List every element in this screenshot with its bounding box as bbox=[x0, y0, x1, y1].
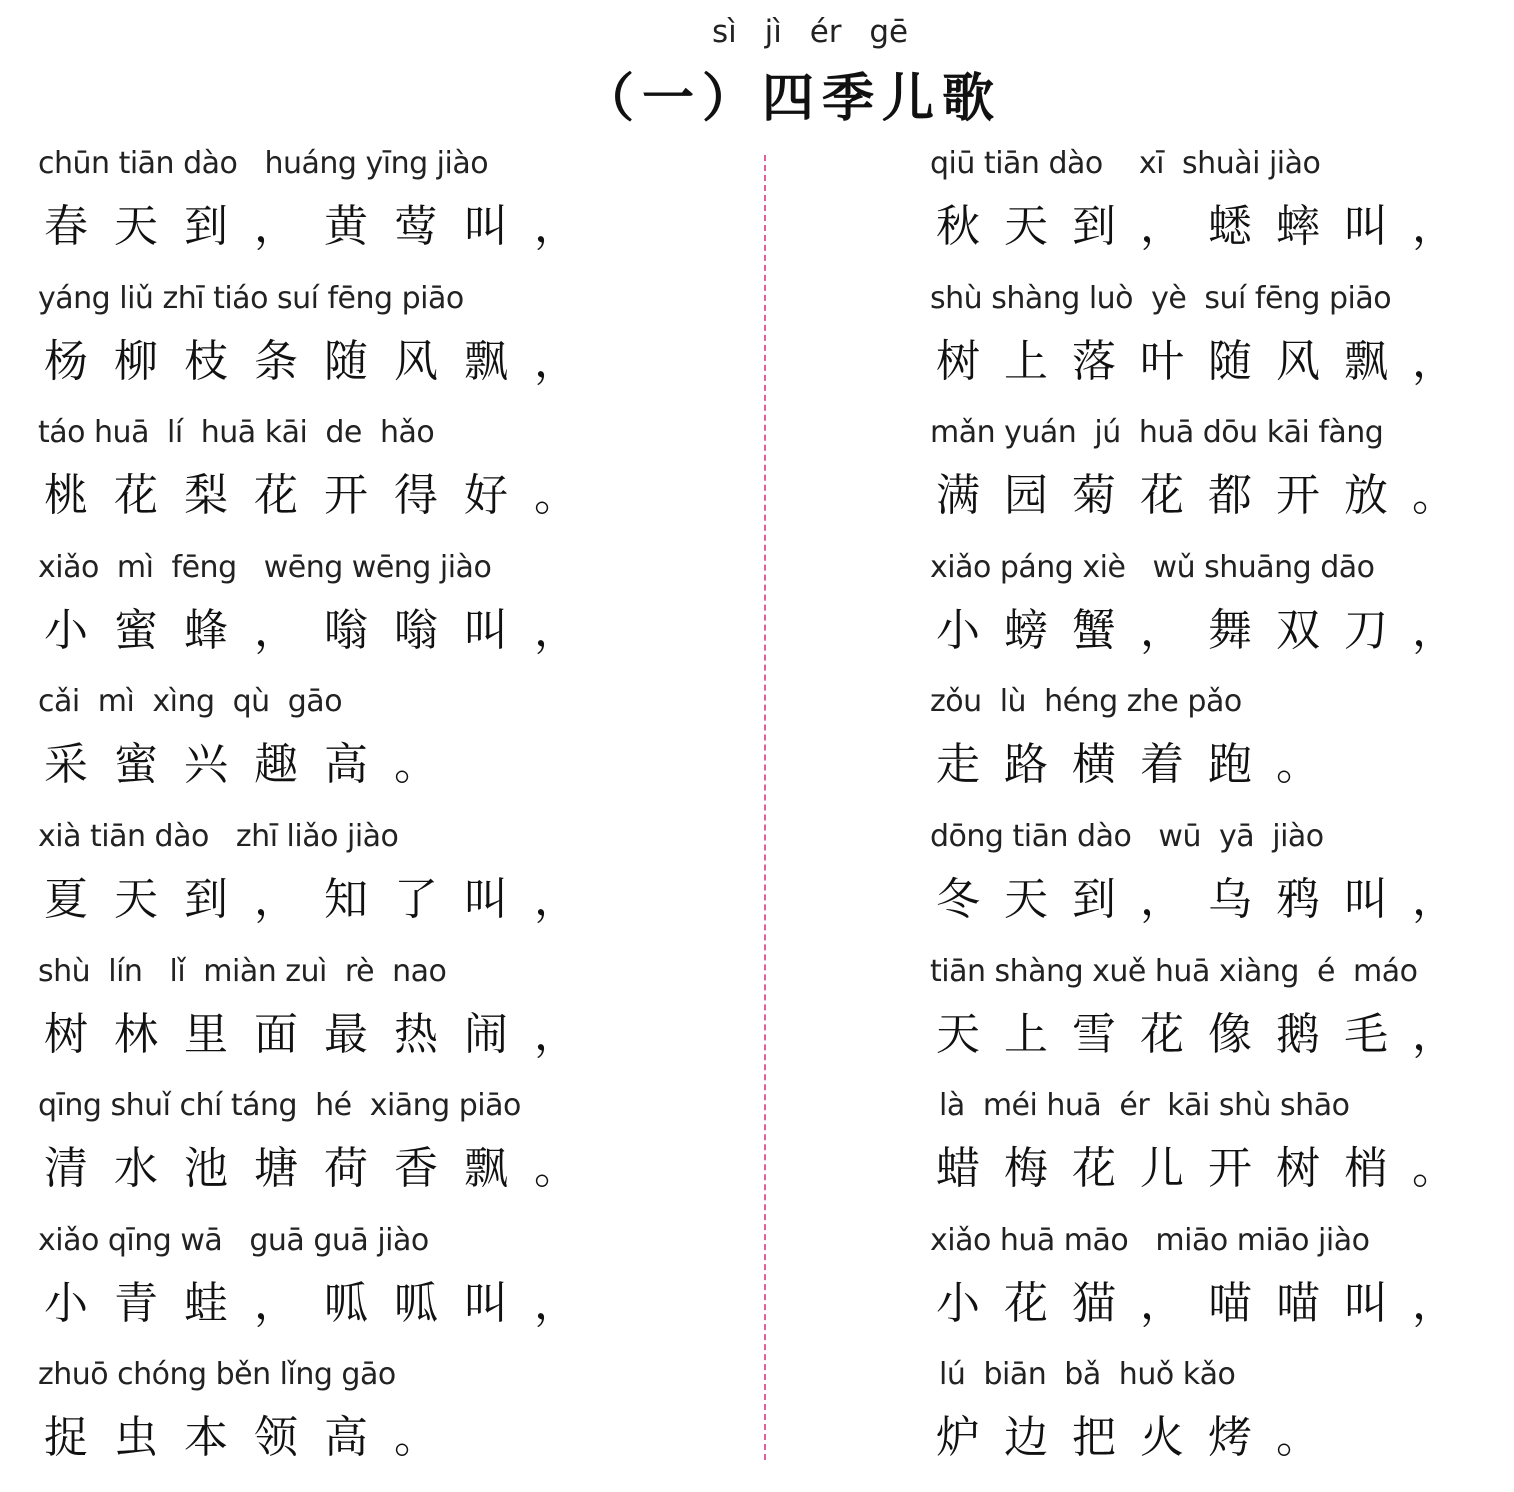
pinyin-line: shù lín lǐ miàn zuì rè nao bbox=[38, 953, 447, 989]
pinyin-line: xià tiān dào zhī liǎo jiào bbox=[38, 818, 399, 854]
title-pinyin: sì jì ér gē bbox=[712, 14, 909, 50]
pinyin-line: yáng liǔ zhī tiáo suí fēng piāo bbox=[38, 280, 464, 316]
hanzi-line: 夏天到，知了叫， bbox=[44, 873, 604, 925]
hanzi-line: 满园菊花都开放。 bbox=[936, 470, 1480, 522]
hanzi-line: 树上落叶随风飘， bbox=[936, 335, 1480, 387]
hanzi-line: 杨柳枝条随风飘， bbox=[44, 335, 604, 387]
page-title: （一）四季儿歌 bbox=[582, 69, 1003, 129]
hanzi-line: 炉边把火烤。 bbox=[936, 1412, 1344, 1464]
verse-line bbox=[930, 550, 1510, 685]
hanzi-line: 春天到，黄莺叫， bbox=[44, 201, 604, 252]
pinyin-line: chūn tiān dào huáng yīng jiào bbox=[38, 146, 489, 181]
pinyin-line: táo huā lí huā kāi de hǎo bbox=[38, 415, 435, 451]
pinyin-line: xiǎo qīng wā guā guā jiào bbox=[38, 1222, 429, 1258]
hanzi-line: 小花猫，喵喵叫， bbox=[936, 1277, 1480, 1329]
pinyin-line: là méi huā ér kāi shù shāo bbox=[930, 1088, 1350, 1124]
hanzi-line: 采蜜兴趣高。 bbox=[44, 739, 464, 791]
pinyin-line: shù shàng luò yè suí fēng piāo bbox=[930, 280, 1392, 316]
hanzi-line: 桃花梨花开得好。 bbox=[44, 470, 604, 522]
verse-line bbox=[38, 1357, 738, 1492]
verse-line bbox=[930, 1088, 1510, 1223]
pinyin-line: tiān shàng xuě huā xiàng é máo bbox=[930, 953, 1418, 989]
verse-line bbox=[38, 415, 738, 550]
hanzi-line: 捉虫本领高。 bbox=[44, 1412, 464, 1464]
pinyin-line: dōng tiān dào wū yā jiào bbox=[930, 818, 1324, 854]
verse-line bbox=[38, 1223, 738, 1358]
pinyin-line: qīng shuǐ chí táng hé xiāng piāo bbox=[38, 1088, 521, 1124]
verse-line bbox=[38, 684, 738, 819]
hanzi-line: 清水池塘荷香飘。 bbox=[44, 1143, 604, 1195]
verse-line bbox=[38, 146, 738, 281]
column-divider bbox=[764, 155, 766, 1460]
pinyin-line: lú biān bǎ huǒ kǎo bbox=[930, 1357, 1236, 1393]
hanzi-line: 走路横着跑。 bbox=[936, 739, 1344, 791]
pinyin-line: xiǎo páng xiè wǔ shuāng dāo bbox=[930, 549, 1375, 585]
hanzi-line: 天上雪花像鹅毛， bbox=[936, 1008, 1480, 1060]
pinyin-line: zǒu lù héng zhe pǎo bbox=[930, 684, 1242, 720]
pinyin-line: mǎn yuán jú huā dōu kāi fàng bbox=[930, 415, 1384, 451]
verse-line bbox=[930, 684, 1510, 819]
verse-line bbox=[38, 550, 738, 685]
pinyin-line: xiǎo huā māo miāo miāo jiào bbox=[930, 1222, 1370, 1258]
verse-line bbox=[38, 819, 738, 954]
hanzi-line: 冬天到，乌鸦叫， bbox=[936, 873, 1480, 925]
hanzi-line: 小螃蟹，舞双刀， bbox=[936, 604, 1480, 656]
verse-line bbox=[930, 1223, 1510, 1358]
verse-line bbox=[930, 281, 1510, 416]
left-column bbox=[38, 146, 738, 1492]
hanzi-line: 蜡梅花儿开树梢。 bbox=[936, 1143, 1480, 1195]
verse-line bbox=[38, 1088, 738, 1223]
hanzi-line: 树林里面最热闹， bbox=[44, 1008, 604, 1060]
verse-line bbox=[930, 146, 1510, 281]
right-column bbox=[930, 146, 1510, 1492]
hanzi-line: 秋天到，蟋蟀叫， bbox=[936, 201, 1480, 252]
verse-line bbox=[930, 1357, 1510, 1492]
verse-line bbox=[38, 281, 738, 416]
verse-line bbox=[38, 954, 738, 1089]
hanzi-line: 小蜜蜂，嗡嗡叫， bbox=[44, 604, 604, 656]
hanzi-line: 小青蛙，呱呱叫， bbox=[44, 1277, 604, 1329]
pinyin-line: qiū tiān dào xī shuài jiào bbox=[930, 146, 1321, 181]
verse-line bbox=[930, 415, 1510, 550]
pinyin-line: zhuō chóng běn lǐng gāo bbox=[38, 1357, 396, 1393]
pinyin-line: cǎi mì xìng qù gāo bbox=[38, 684, 343, 720]
pinyin-line: xiǎo mì fēng wēng wēng jiào bbox=[38, 549, 492, 585]
title-block bbox=[0, 0, 1514, 130]
verse-line bbox=[930, 819, 1510, 954]
verse-line bbox=[930, 954, 1510, 1089]
